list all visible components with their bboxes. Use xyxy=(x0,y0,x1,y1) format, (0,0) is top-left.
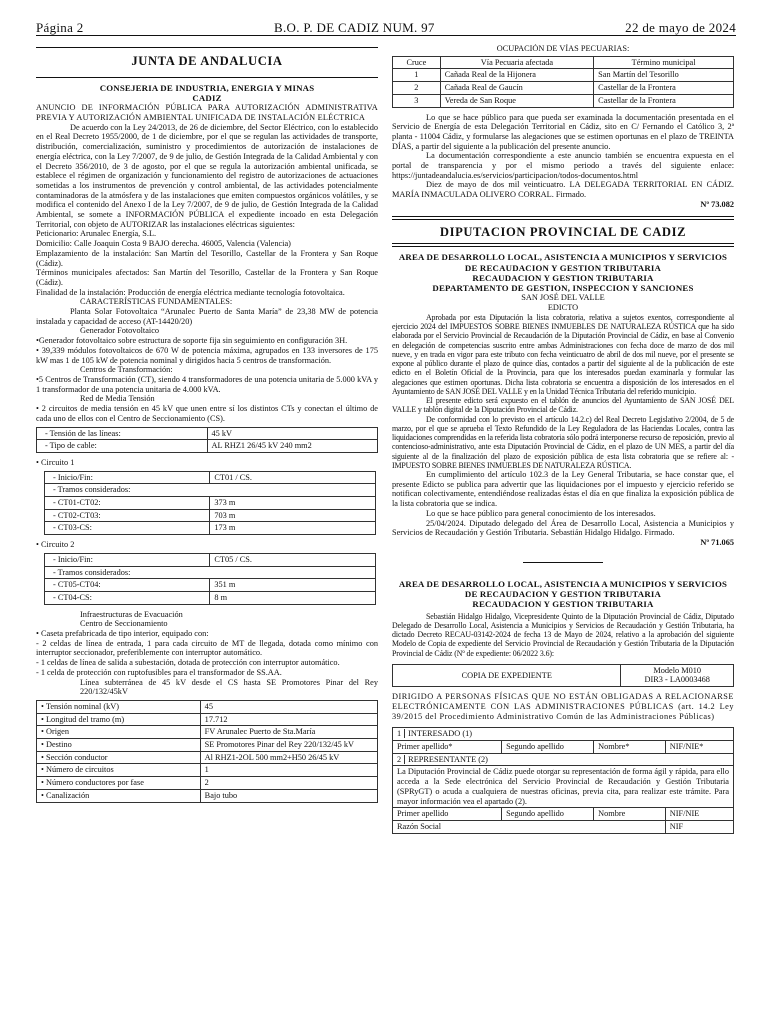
table-cell: 2 xyxy=(200,777,377,790)
table-cell: SE Promotores Pinar del Rey 220/132/45 kV xyxy=(200,739,377,752)
table-row xyxy=(37,726,378,739)
circuit-1-table xyxy=(44,471,376,536)
section-title: JUNTA DE ANDALUCIA xyxy=(131,54,283,68)
table-row xyxy=(37,789,378,802)
paragraph: 25/04/2024. Diputado delegado del Área de Desarrollo Local, Asistencia a Municipios y Servicios de Recaudación y Gestión Tributaria. Sebastián Hidalgo Hidalgo. Firmado. xyxy=(392,518,734,538)
consejeria-heading: CONSEJERIA DE INDUSTRIA, ENERGIA Y MINAS xyxy=(99,82,315,93)
modelo-cell xyxy=(621,664,734,686)
table-cell: - CT03-CS: xyxy=(45,522,210,535)
table-cell: - CT02-CT03: xyxy=(45,509,210,522)
field-primer-apellido[interactable]: Primer apellido* xyxy=(393,741,502,754)
table-row xyxy=(393,664,734,686)
departamento-heading: DEPARTAMENTO DE GESTION, INSPECCION Y SANCIONES xyxy=(432,283,694,294)
form-section-row xyxy=(393,728,734,741)
cs-line: • Caseta prefabricada de tipo interior, equipado con: xyxy=(36,629,209,639)
copia-header-table xyxy=(392,664,734,687)
form-row xyxy=(393,808,734,821)
edicto-heading: EDICTO xyxy=(547,303,579,313)
table-cell: 1 xyxy=(200,764,377,777)
domicilio: Domicilio: Calle Joaquin Costa 9 BAJO derecha. 46005, Valencia (Valencia) xyxy=(36,239,291,249)
table-row xyxy=(37,427,378,440)
table-cell: Cañada Real de la Hijonera xyxy=(440,69,593,82)
city-heading: CADIZ xyxy=(192,93,222,104)
table-row xyxy=(37,440,378,453)
table-row xyxy=(37,751,378,764)
left-column xyxy=(36,44,378,1016)
table-row xyxy=(45,509,376,522)
table-cell: CT01 / CS. xyxy=(210,471,375,484)
area-heading: AREA DE DESARROLLO LOCAL, ASISTENCIA A MUNICIPIOS Y SERVICIOS DE RECAUDACION Y GESTION TRIBUTARIA xyxy=(398,578,728,599)
planta: Planta Solar Fotovoltaica “Arunalec Puerto de Santa María” de 23,38 MW de potencia instalada y capacidad de acceso (AT-14420/20) xyxy=(36,307,378,326)
field-nombre[interactable]: Nombre* xyxy=(594,741,666,754)
form-row xyxy=(393,820,734,833)
table-cell: • Destino xyxy=(37,739,201,752)
circuit-label: • Circuito 2 xyxy=(36,540,75,550)
paragraph: Sebastián Hidalgo Hidalgo, Vicepresidente Quinto de la Diputación Provincial de Cádiz, Diputado Delegado de Desarrollo Local, Asistencia a Municipios y Servicios de Recaudación y Gestión Tributaria, ha dictado Decreto RECAU-03142-2024 de fecha 13 de Mayo de 2024, relativo a la aprobación del siguiente Modelo de Copia de expediente del Servicio Provincial de Recaudación y Gestión Tributaria de la Diputación Provincial de Cádiz (Nº de expediente: 06/2022 3.6): xyxy=(392,611,734,658)
paragraph: Aprobada por esta Diputación la lista cobratoria, relativa a sujetos exentos, correspondiente al ejercicio 2024 del IMPUESTOS SOBRE BIENES INMUEBLES DE NATURALEZA RÚSTICA que ha sido elaborada por el Servicio Provincial de Recaudación de la Diputación Provincial de Cádiz, en base al Convenio en delegación de competencias suscrito entre ambas Administraciones con fecha doce de marzo de dos mil nueve, y en trada en vigor para este tributo con fecha veinticuatro de abril de dos mil nueve, por el presente se expone al público durante el plazo de quince días, contados a partir del siguiente al de la publicación de este edicto en el Boletín Oficial de la Provincia, para que los interesados puedan examinarla y formular las alegaciones que estimen oportunas. Dicha lista cobratoria se encuentra a disposición de los interesados en el Ayuntamiento de SAN JOSÉ DEL VALLE y en la Unidad Técnica Tributaria del referido municipio. xyxy=(392,312,734,396)
table-cell: - Tramos considerados: xyxy=(45,566,376,579)
page-number: Página 2 xyxy=(36,19,84,35)
bulletin-title: B.O. P. DE CADIZ NUM. 97 xyxy=(274,19,435,35)
dirigido-text: DIRIGIDO A PERSONAS FÍSICAS QUE NO ESTÁN OBLIGADAS A RELACIONARSE ELECTRÓNICAMENTE CON LAS ADMINISTRACIONES PÚBLICAS (art. 14.2 Ley 39/2015 del Procedimiento Administrativo Común de las Administraciones Públicas) xyxy=(392,692,734,721)
circuit-2-table xyxy=(44,553,376,605)
table-header-cell: Término municipal xyxy=(594,56,734,69)
table-row xyxy=(45,484,376,497)
terminos: Términos municipales afectados: San Martín del Tesorillo, Castellar de la Frontera y San Roque (Cádiz). xyxy=(36,268,378,287)
table-cell: • Longitud del tramo (m) xyxy=(37,713,201,726)
table-row xyxy=(45,553,376,566)
divider xyxy=(392,216,734,220)
finalidad: Finalidad de la instalación: Producción de energía eléctrica mediante tecnología fotovoltaica. xyxy=(36,287,345,297)
ct-heading: Centros de Transformación: xyxy=(80,365,173,375)
generador-heading: Generador Fotovoltaico xyxy=(80,326,160,336)
table-row xyxy=(37,764,378,777)
bullet: • 2 circuitos de media tensión en 45 kV que unen entre sí los distintos CTs y conectan el último de cada uno de ellos con el Centro de Seccionamiento (CS). xyxy=(36,404,378,423)
field-primer-apellido[interactable]: Primer apellido xyxy=(393,808,502,821)
table-row xyxy=(37,700,378,713)
table-cell: Cañada Real de Gaucín xyxy=(440,82,593,95)
table-cell: Bajo tubo xyxy=(200,789,377,802)
dir3-code: DIR3 - LA0003468 xyxy=(644,675,710,685)
section-title: REPRESENTANTE (2) xyxy=(408,754,488,764)
table-cell: • Número conductores por fase xyxy=(37,777,201,790)
table-header-cell: Cruce xyxy=(393,56,441,69)
table-header-row xyxy=(393,56,734,69)
table-row xyxy=(37,713,378,726)
table-row xyxy=(37,739,378,752)
table-row xyxy=(393,69,734,82)
bullet: •5 Centros de Transformación (CT), siendo 4 transformadores de una potencia unitaria de 5.000 kVA y 1 transformador de una potencia unitaria de 4.000 kVA. xyxy=(36,374,378,394)
table-cell: - Tipo de cable: xyxy=(37,440,208,453)
table-cell: • Origen xyxy=(37,726,201,739)
field-segundo-apellido[interactable]: Segundo apellido xyxy=(502,741,594,754)
table-cell: - CT01-CT02: xyxy=(45,497,210,510)
table-cell: Al RHZ1-2OL 500 mm2+H50 26/45 kV xyxy=(200,751,377,764)
cs-line: - 1 celdas de línea de salida a subestación, dotada de protección con interruptor automático. xyxy=(36,658,340,668)
paragraph: Diez de mayo de dos mil veinticuatro. LA DELEGADA TERRITORIAL EN CÁDIZ. MARÍA INMACULADA OLIVERO CORRAL. Firmado. xyxy=(392,180,734,200)
cs-line: - 1 celda de protección con ruptofusibles para el transformador de SS.AA. xyxy=(36,667,282,677)
form-section-representante xyxy=(393,753,734,766)
table-row xyxy=(45,579,376,592)
form-section-row xyxy=(393,753,734,766)
circuit-label: • Circuito 1 xyxy=(36,457,75,467)
announcement-number: Nº 71.065 xyxy=(700,537,734,547)
copia-title: COPIA DE EXPEDIENTE xyxy=(393,664,621,686)
vias-title: OCUPACIÓN DE VÍAS PECUARIAS: xyxy=(496,44,630,53)
page-header xyxy=(36,14,736,36)
bullet: •Generador fotovoltaico sobre estructura de soporte fija sin seguimiento en configuración 3H. xyxy=(36,336,348,346)
paragraph: Lo que se hace público para que pueda ser examinada la documentación presentada en el Servicio de Energía de esta Delegación Territorial en Cádiz, sito en C/ Fernando el Católico 3, 2ª planta - 11004 Cádiz, y formularse las alegaciones que se estimen oportunas en el plazo de TREINTA DÍAS, a partir del siguiente a la publicación del presente anuncio. xyxy=(392,112,734,151)
divider xyxy=(36,47,378,48)
paragraph: En cumplimiento del artículo 102.3 de la Ley General Tributaria, se hace constar que, el presente Edicto se publica para advertir que las liquidaciones por el impuesto y ejercicio referido se notifican colectivamente, entendiéndose realizadas éstas el día en que finaliza la exposición pública de la lista cobratoria que se indica. xyxy=(392,470,734,509)
paragraph: De conformidad con lo previsto en el artículo 14.2.c) del Real Decreto Legislativo 2/2004, de 5 de marzo, por el que se aprueba el Texto Refundido de la Ley Reguladora de las Haciendas Locales, contra las liquidaciones comprendidas en la referida lista cobratoria sólo podrá interponerse recurso de reposición, previo al contencioso-administrativo, ante esta Diputación Provincial de Cádiz, en el plazo de UN MES, a partir del día siguiente al de la finalización del plazo de exposición pública de esta lista cobratoria que se refiere al: - IMPUESTO SOBRE BIENES INMUEBLES DE NATURALEZA RÚSTICA. xyxy=(392,414,734,470)
section-number: 2 xyxy=(397,755,405,764)
cs-line: - 2 celdas de línea de entrada, 1 para cada circuito de MT de llegada, dotada como mínimo con interruptor seccionador, preferiblemente con interruptor automático. xyxy=(36,638,378,658)
table-cell: CT05 / CS. xyxy=(210,553,375,566)
issue-date: 22 de mayo de 2024 xyxy=(625,19,736,35)
field-nombre[interactable]: Nombre xyxy=(594,808,666,821)
field-nif[interactable]: NIF/NIE xyxy=(665,808,733,821)
table-cell: • Sección conductor xyxy=(37,751,201,764)
table-row xyxy=(45,566,376,579)
table-cell: 2 xyxy=(393,82,441,95)
table-cell: Castellar de la Frontera xyxy=(594,94,734,107)
recaudacion-heading: RECAUDACION Y GESTION TRIBUTARIA xyxy=(472,272,654,283)
field-nif[interactable]: NIF xyxy=(665,820,733,833)
section-title: INTERESADO (1) xyxy=(408,729,472,739)
table-cell: 173 m xyxy=(210,522,375,535)
table-cell: 45 xyxy=(200,700,377,713)
recaudacion-heading: RECAUDACION Y GESTION TRIBUTARIA xyxy=(472,599,654,610)
linea-heading: Línea subterránea de 45 kV desde el CS hasta SE Promotores Pinar del Rey 220/132/45kV xyxy=(80,677,378,697)
table-cell: 351 m xyxy=(210,579,375,592)
table-cell: - Inicio/Fin: xyxy=(45,553,210,566)
table-cell: 1 xyxy=(393,69,441,82)
table-cell: - CT04-CS: xyxy=(45,591,210,604)
table-row xyxy=(45,497,376,510)
red-heading: Red de Media Tensión xyxy=(80,394,155,404)
table-row xyxy=(45,522,376,535)
table-header-cell: Vía Pecuaria afectada xyxy=(440,56,593,69)
vias-table xyxy=(392,56,734,108)
bullet: • 39,339 módulos fotovoltaicos de 670 W de potencia máxima, agrupados en 133 inversores de 175 kW mas 1 de 105 kW de potencia nominal y dirigidos hacia 5 centros de transformación. xyxy=(36,345,378,365)
cs-heading: Centro de Seccionamiento xyxy=(80,619,168,629)
table-cell: 45 kV xyxy=(207,427,378,440)
table-cell: • Número de circuitos xyxy=(37,764,201,777)
peticionario: Peticionario: Arunalec Energía, S.L. xyxy=(36,229,157,239)
table-cell: Castellar de la Frontera xyxy=(594,82,734,95)
cable-table xyxy=(36,427,378,453)
table-cell: 3 xyxy=(393,94,441,107)
table-cell: San Martín del Tesorillo xyxy=(594,69,734,82)
table-cell: - Inicio/Fin: xyxy=(45,471,210,484)
table-row xyxy=(45,471,376,484)
form-row xyxy=(393,766,734,808)
right-column xyxy=(392,44,734,1016)
emplazamiento: Emplazamiento de la instalación: San Martín del Tesorillo, Castellar de la Frontera y San Roque (Cádiz). xyxy=(36,248,378,268)
modelo-code: Modelo M010 xyxy=(653,665,702,675)
field-nif[interactable]: NIF/NIE* xyxy=(665,741,733,754)
divider xyxy=(36,77,378,78)
linea-table xyxy=(36,700,378,803)
divider xyxy=(392,243,734,247)
table-cell: AL RHZ1 26/45 kV 240 mm2 xyxy=(207,440,378,453)
municipality: SAN JOSÉ DEL VALLE xyxy=(521,293,605,303)
table-cell: FV Arunalec Puerto de Sta.María xyxy=(200,726,377,739)
table-row xyxy=(45,591,376,604)
announcement-number: Nº 73.082 xyxy=(700,199,734,209)
table-cell: 703 m xyxy=(210,509,375,522)
separator-line xyxy=(523,562,603,563)
section-number: 1 xyxy=(397,729,405,738)
paragraph: La documentación correspondiente a este anuncio también se encuentra expuesta en el portal de transparencia y por el mismo periodo a través del siguiente enlace: https://juntadeandalucia.es/servicios/participacion/todos-documentos.html xyxy=(392,151,734,180)
section-title: DIPUTACION PROVINCIAL DE CADIZ xyxy=(439,224,687,239)
table-cell: - Tensión de las líneas: xyxy=(37,427,208,440)
table-row xyxy=(37,777,378,790)
form-section-interesado xyxy=(393,728,734,741)
field-razon-social[interactable]: Razón Social xyxy=(393,820,666,833)
table-cell: - CT05-CT04: xyxy=(45,579,210,592)
table-cell: • Tensión nominal (kV) xyxy=(37,700,201,713)
field-segundo-apellido[interactable]: Segundo apellido xyxy=(502,808,594,821)
paragraph: El presente edicto será expuesto en el tablón de anuncios del Ayuntamiento de SAN JOSÉ DEL VALLE y tablón digital de la Diputación Provincial de Cádiz. xyxy=(392,396,734,415)
form-table xyxy=(392,727,734,833)
anuncio-title: ANUNCIO DE INFORMACIÓN PÚBLICA PARA AUTORIZACIÓN ADMINISTRATIVA PREVIA Y AUTORIZACIÓN AMBIENTAL UNIFICADA DE INSTALACIÓN ELÉCTRICA xyxy=(36,103,378,122)
table-cell: 373 m xyxy=(210,497,375,510)
table-row xyxy=(393,82,734,95)
table-cell: • Canalización xyxy=(37,789,201,802)
table-cell: 8 m xyxy=(210,591,375,604)
area-heading: AREA DE DESARROLLO LOCAL, ASISTENCIA A MUNICIPIOS Y SERVICIOS DE RECAUDACION Y GESTION TRIBUTARIA xyxy=(398,252,728,273)
table-row xyxy=(393,94,734,107)
infra-heading: Infraestructuras de Evacuación xyxy=(80,609,183,619)
paragraph: De acuerdo con la Ley 24/2013, de 26 de diciembre, del Sector Eléctrico, con lo establecido en el Real Decreto 1955/2000, de 1 de diciembre, por el que se regulan las actividades de transporte, distribución, comercialización, suministro y procedimientos de autorización de instalaciones de energía eléctrica, con la Ley 7/2007, de 9 de julio, de Gestión Integrada de la Calidad Ambiental y con el Decreto 356/2010, de 3 de agosto, por el que se regula la autorización ambiental unificada, se establece el régimen de organización y funcionamiento del registro de autorizaciones de actuaciones sometidas a los instrumentos de prevención y control ambiental, de las actividades potencialmente contaminadoras de la atmósfera y de las instalaciones que emiten compuestos orgánicos volátiles, y se modifica el contenido del Anexo I de la Ley 7/2007, de 9 de julio, de Gestión Integrada de la Calidad Ambiental, se somete a INFORMACIÓN PÚBLICA el expediente incoado en esta Delegación Territorial, con objeto de AUTORIZAR las instalaciones eléctricas siguientes: xyxy=(36,122,378,229)
table-cell: 17.712 xyxy=(200,713,377,726)
table-cell: Vereda de San Roque xyxy=(440,94,593,107)
table-cell: - Tramos considerados: xyxy=(45,484,376,497)
paragraph: Lo que se hace público para general conocimiento de los interesados. xyxy=(426,508,656,518)
caracteristicas-heading: CARACTERÍSTICAS FUNDAMENTALES: xyxy=(80,297,233,307)
form-row xyxy=(393,741,734,754)
representante-info: La Diputación Provincial de Cádiz puede otorgar su representación de forma ágil y rápida, para ello acceda a la Sede electrónica del Servicio Provincial de Recaudación y Gestión Tributaria (SPRyGT) o acuda a cualquiera de nuestras oficinas, previa cita, para realizar este trámite. Para mayor información vea el apartado (2). xyxy=(393,766,734,808)
